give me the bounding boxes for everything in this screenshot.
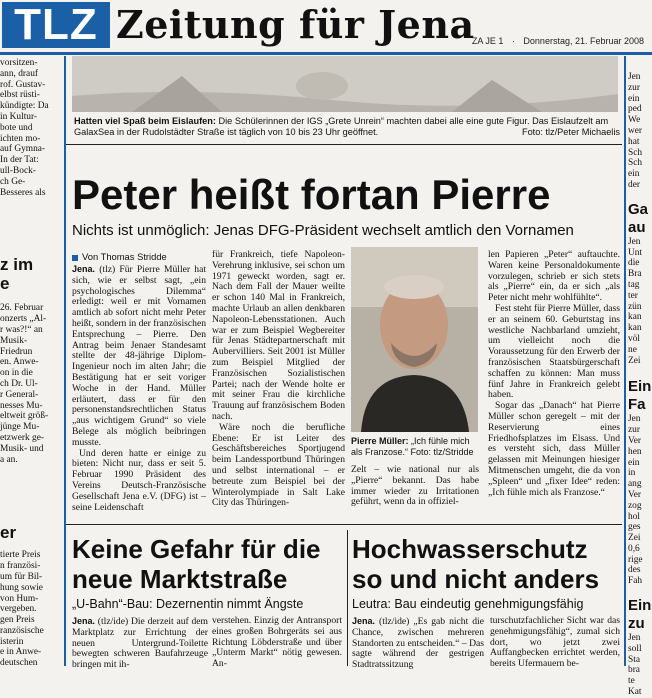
dateline: Jena. <box>72 616 96 626</box>
left-edge-line: e in Anwe- <box>0 647 42 658</box>
story-two-subhead: „U-Bahn“-Bau: Dezernentin nimmt Ängste <box>72 597 304 611</box>
right-edge-line: te <box>628 676 635 687</box>
portrait-caption-lead: Pierre Müller: <box>351 436 409 446</box>
right-edge-line: hen <box>628 446 642 457</box>
right-edge-mid2-text <box>628 414 652 587</box>
right-edge-heading-2 <box>628 378 652 414</box>
right-edge-line: soll <box>628 643 642 654</box>
dateline: Jena. <box>72 264 96 274</box>
right-edge-line: ein <box>628 457 640 468</box>
right-edge-line: der <box>628 179 640 190</box>
right-edge-bottom-text <box>628 633 652 698</box>
right-edge-line: Jen <box>628 633 641 644</box>
top-photo-credit: Foto: tlz/Peter Michaelis <box>521 127 620 137</box>
right-edge-line: rige <box>628 554 643 565</box>
main-headline: Peter heißt fortan Pierre <box>72 171 551 218</box>
left-edge-line: ranzösische <box>0 625 44 636</box>
right-edge-mid-text <box>628 237 652 367</box>
left-edge-line: jünge Mu- <box>0 422 40 433</box>
paragraph: turschutzfachlicher Sicht war das genehmigungsfähig“, zumal sich dort, wo jetzt zwei Auffangbecken errichtet werden, bereits Ufermauern be- <box>490 615 620 670</box>
top-photo-caption-text: Die Schülerinnen der IGS „Grete Unrein“ machten dabei alle eine gute Figur. Das Eislaufzelt am GalaxSea in der Rudolstädter Straße ist täglich von 10 bis 23 Uhr geöffnet. <box>74 116 609 137</box>
left-edge-bottom-text <box>0 550 62 669</box>
right-edge-heading-line: zu <box>628 615 645 633</box>
left-edge-line: deutschen <box>0 658 38 669</box>
dateline: Jena. <box>352 616 376 626</box>
left-edge-line: um für Bil- <box>0 571 43 582</box>
right-edge-line: Zei <box>628 533 641 544</box>
left-edge-line: Musik- und <box>0 443 44 454</box>
top-photo-caption-lead: Hatten viel Spaß beim Eislaufen: <box>74 116 216 126</box>
left-edge-line: onzerts „Al- <box>0 314 47 325</box>
right-edge-heading-line: Fa <box>628 396 646 414</box>
ice-skating-photo <box>72 56 618 112</box>
left-edge-line: von Hum- <box>0 593 39 604</box>
issue-separator: · <box>511 36 515 46</box>
right-edge-heading-line: au <box>628 218 646 236</box>
right-edge-line: ne <box>628 344 637 355</box>
left-edge-line: eltweit größ- <box>0 411 49 422</box>
left-edge-line: ann, drauf <box>0 68 39 79</box>
right-edge-heading <box>628 201 652 237</box>
story-two-headline: Keine Gefahr für die neue Marktstraße <box>72 534 321 594</box>
left-edge-line: r was?!“ an <box>0 324 43 335</box>
main-subhead: Nichts ist unmöglich: Jenas DFG-Präsident wechselt amtlich den Vornamen <box>72 222 574 239</box>
paragraph-text: (tlz) Für Pierre Müller hat sich, wie er selbst sagt, „ein psychologisches Dilemma“ erledigt: weil er mit Vornamen amtlich ab sofort nicht mehr Peter heißt, sondern in der französischen Entsprechung – Pierre. Den Antrag beim Jenaer Standesamt stellte der 48-jährige Diplom-Ingenieur noch im alten Jahr; die Bestätigung hat er seit voriger Woche in der Hand. Müller erläutert, dass er für den personenstandsrechtlichen Status „aus wichtigem Grund“ so viele Belege als möglich beibringen musste. <box>72 264 207 448</box>
left-edge-line: kündigte: Da <box>0 101 49 112</box>
left-edge-line: ichten mo- <box>0 133 41 144</box>
right-edge-line: Bra <box>628 269 642 280</box>
paragraph: für Frankreich, tiefe Napoleon-Verehrung inklusive, sei schon um 1971 geweckt worden, sagt er. Nach dem Fall der Mauer weilte er schon 140 Mal in Frankreich, machte Urlaub an allen denkbaren Napoleon-Lebensstationen. Auch war er zum Beispiel Wegbereiter für Jenas Städtepartnerschaft mit Aubervilliers. Seit 2001 ist Müller zum Beispiel Mitglied der Französischen Sozialistischen Partei; nach der Wende holte er mit seiner Frau die kirchliche Trauung auf französischem Boden nach. <box>212 249 345 422</box>
left-edge-line: on in die <box>0 368 33 379</box>
story-three-subhead: Leutra: Bau eindeutig genehmigungsfähig <box>352 597 584 611</box>
left-edge-column <box>0 58 62 669</box>
newspaper-title: Zeitung für Jena <box>116 2 475 47</box>
right-edge-line: ein <box>628 169 640 180</box>
story-divider <box>347 530 348 666</box>
right-edge-heading-line: Ein <box>628 378 652 396</box>
left-edge-line: in Kultur- <box>0 111 38 122</box>
right-edge-line: Unt <box>628 247 643 258</box>
right-edge-line: wer <box>628 125 643 136</box>
right-edge-line: hol <box>628 511 640 522</box>
left-column-divider <box>64 56 66 666</box>
right-column-divider <box>624 56 626 666</box>
tlz-logo: TLZ <box>2 2 110 48</box>
right-edge-line: ang <box>628 479 642 490</box>
left-edge-line: bote und <box>0 122 33 133</box>
left-edge-line: isterin <box>0 636 24 647</box>
right-edge-line: zur <box>628 425 640 436</box>
left-edge-heading-line: e <box>0 274 10 294</box>
section-code: ZA JE 1 <box>471 36 504 46</box>
story-three-headline: Hochwasserschutz so und nicht anders <box>352 534 600 594</box>
right-edge-line: Ver <box>628 489 642 500</box>
right-edge-heading-line: Ga <box>628 200 649 218</box>
paragraph: verstehen. Einzig der Antransport eines großen Bohrgeräts sei aus Richtung Löbderstraße und über „Unterm Markt“ nötig gewesen. An- <box>212 615 342 670</box>
right-edge-line: 0,6 <box>628 543 640 554</box>
left-edge-line: elbst rüsti- <box>0 90 40 101</box>
left-edge-line: vergeben. <box>0 604 37 615</box>
right-edge-line: We <box>628 115 641 126</box>
masthead-rule <box>0 52 652 55</box>
left-edge-line: r General- <box>0 389 39 400</box>
right-edge-line: Zei <box>628 355 641 366</box>
right-edge-heading-line: Ein <box>628 597 652 615</box>
left-edge-line: auf Gymna- <box>0 144 46 155</box>
right-edge-line: Sch <box>628 147 643 158</box>
left-edge-mid-text <box>0 303 62 465</box>
left-edge-line: ch Dr. Ul- <box>0 378 38 389</box>
right-edge-line: Sta <box>628 654 640 665</box>
ice-skating-photo-graphic <box>72 56 618 112</box>
left-edge-line: gen Preis <box>0 615 35 626</box>
paragraph: len Papieren „Peter“ auftauchte. Waren keine Personaldokumente vorzulegen, schrieb er sich stets als „Pierre“ ein, da er sich „als Peter nicht mehr wohlfühlte“. <box>488 249 620 304</box>
main-story-column-1 <box>72 264 206 542</box>
left-edge-top-text <box>0 58 62 198</box>
left-edge-line: 26. Februar <box>0 303 44 314</box>
right-edge-line: in <box>628 468 636 479</box>
right-edge-line: Sch <box>628 158 643 169</box>
portrait-photo-graphic <box>351 247 478 432</box>
right-edge-line: Jen <box>628 236 641 247</box>
right-edge-line: Kat <box>628 687 642 698</box>
right-edge-line: völ <box>628 333 640 344</box>
paragraph <box>72 616 208 671</box>
left-edge-line: hung sowie <box>0 582 43 593</box>
portrait-caption <box>351 436 479 457</box>
left-edge-line: n französi- <box>0 561 41 572</box>
left-edge-line: Friedrun <box>0 346 33 357</box>
right-edge-line: kan <box>628 312 642 323</box>
left-edge-line: nesses Mu- <box>0 400 43 411</box>
left-edge-line: etzwerk ge- <box>0 432 44 443</box>
left-edge-heading <box>0 255 62 293</box>
main-story-column-4 <box>488 250 620 542</box>
right-edge-line: zog <box>628 500 642 511</box>
left-edge-line: In der Tat: <box>0 155 39 166</box>
issue-date: Donnerstag, 21. Februar 2008 <box>523 36 644 46</box>
story-three-column-2 <box>490 615 620 670</box>
main-byline <box>72 251 167 262</box>
left-edge-line: ch Ge- <box>0 176 26 187</box>
paragraph-text: (tlz/ide) Die derzeit auf dem Marktplatz zur Errichtung der neuen Untergrund-Toilette bewegten schweren Baufahrzeuge bringen mit ih- <box>72 616 208 671</box>
right-edge-line: Jen <box>628 72 641 82</box>
paragraph: Sogar das „Danach“ hat Pierre Müller schon geregelt – mit der Reservierung eines Friedhofsplatzes im Elsass. Und es versteht sich, dass Müller gelassen mit Meinungen hiesiger Mitmenschen umgeht, die da von „Spleen“ und „fixer Idee“ reden: „Ich fühle mich als Franzose.“ <box>488 400 620 498</box>
story-three-column-1 <box>352 616 484 671</box>
right-edge-line: zün <box>628 301 642 312</box>
right-edge-line: ter <box>628 290 638 301</box>
byline-author: Von Thomas Stridde <box>82 251 167 262</box>
left-edge-line: vorsitzen- <box>0 58 38 68</box>
paragraph: Und deren hatte er einige zu bieten: Nicht nur, dass er seit 5. Februar 1990 Präsident des Vereins Deutsch-Französische Gesellschaft Jena e.V. (DFG) ist – seine Leidenschaft <box>72 447 206 513</box>
left-edge-line: tierte Preis <box>0 550 41 561</box>
right-edge-line: ped <box>628 104 642 115</box>
left-edge-line: rof. Gustav- <box>0 79 46 90</box>
right-edge-line: die <box>628 258 640 269</box>
right-edge-top-text <box>628 72 652 191</box>
right-edge-line: zur <box>628 82 640 93</box>
right-edge-heading-3 <box>628 597 652 633</box>
story-two-column-2 <box>212 615 342 670</box>
top-photo-caption <box>74 116 620 138</box>
paragraph: Zelt – wie national nur als „Pierre“ bekannt. Das habe immer wieder zu Irritationen geführt, wenn da in offiziel- <box>351 464 479 508</box>
left-edge-line: ull-Bock- <box>0 165 36 176</box>
paragraph: Wäre noch die berufliche Ebene: Er ist Leiter des Geschäftsbereiches Sportjugend beim Landessportbund Thüringen und selbst international – er betreute zum Beispiel bei der Winterolympiade in Salt Lake City das Thüringen- <box>212 421 345 509</box>
section-rule <box>66 524 622 525</box>
right-edge-line: bra <box>628 665 640 676</box>
right-edge-line: hat <box>628 136 640 147</box>
right-edge-line: Ver <box>628 435 642 446</box>
paragraph: Fest steht für Pierre Müller, dass er an seinem 60. Geburtstag ins westliche Nachbarland umzieht, um vielleicht noch die Voraussetzung für den Erwerb der französischen Staatsbürgerschaft schaffen zu können: Man muss fünf Jahre in Frankreich gelebt haben. <box>488 302 620 401</box>
paragraph <box>72 264 206 449</box>
right-edge-line: ges <box>628 522 641 533</box>
right-edge-line: Jen <box>628 414 641 425</box>
story-two-column-1 <box>72 616 208 671</box>
right-edge-line: kan <box>628 323 642 334</box>
paragraph-text: (tlz/ide) „Es gab nicht die Chance, zwischen mehreren Standorten zu entscheiden.“ – Das sagte während der gestrigen Stadtratssitzung <box>352 616 484 671</box>
left-edge-line: a an. <box>0 454 18 465</box>
main-story-column-3 <box>351 465 479 540</box>
right-edge-line: des <box>628 565 641 576</box>
byline-marker-icon <box>72 255 78 261</box>
left-edge-line: en. Anwe- <box>0 357 39 368</box>
left-edge-line: Besseres als <box>0 187 46 198</box>
left-edge-line: Musik- <box>0 335 28 346</box>
portrait-photo <box>351 247 478 432</box>
right-edge-line: tag <box>628 279 640 290</box>
right-edge-line: Fah <box>628 576 643 587</box>
section-rule <box>66 144 622 145</box>
left-edge-heading-2: er <box>0 523 17 543</box>
portrait-caption-text: „Ich fühle mich als Franzose.“ Foto: tlz/Stridde <box>351 436 474 457</box>
right-edge-line: ein <box>628 93 640 104</box>
issue-info <box>466 36 644 46</box>
main-story-column-2 <box>212 250 345 540</box>
paragraph <box>352 616 484 671</box>
right-edge-column <box>628 72 652 698</box>
left-edge-heading-line: z im <box>0 255 34 275</box>
